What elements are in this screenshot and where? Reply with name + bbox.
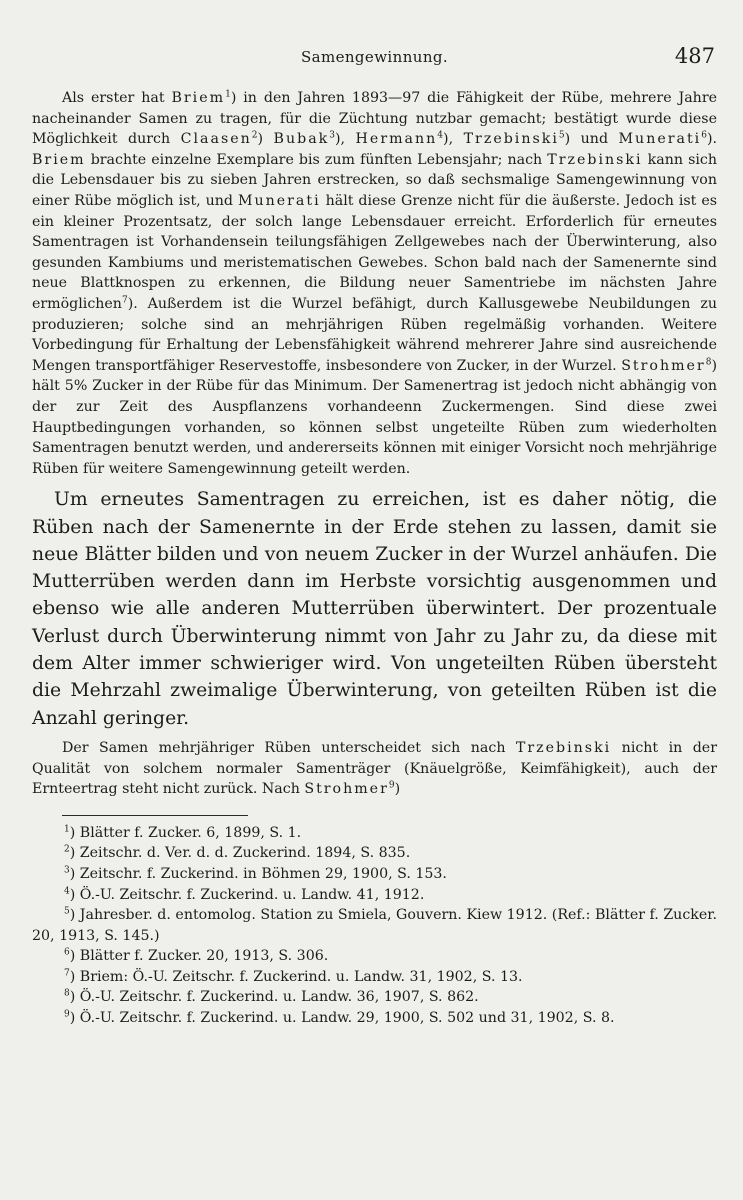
- footnote: [32, 823, 717, 844]
- footnote-text: ) Ö.-U. Zeitschr. f. Zuckerind. u. Landw. 41, 1912.: [69, 886, 425, 903]
- text-run: ): [394, 781, 401, 798]
- author-name: Trzebinski: [547, 151, 643, 168]
- footnote-ref: 6: [701, 130, 707, 141]
- footnote-number: 9: [64, 1009, 70, 1020]
- footnote-number: 6: [64, 947, 70, 958]
- footnote-text: ) Ö.-U. Zeitschr. f. Zuckerind. u. Landw. 29, 1900, S. 502 und 31, 1902, S. 8.: [69, 1010, 615, 1027]
- text-run: ) in den Jahren 1893—97 die Fähigkeit der Rübe, mehrere Jahre nacheinander Samen zu tragen, für die Züchtung nutzbar gemacht; bestätigt wurde diese Möglichkeit durch: [32, 90, 717, 148]
- footnote-ref: 5: [558, 130, 565, 141]
- footnote-number: 2: [64, 844, 70, 855]
- text-run: kann sich die Lebensdauer bis zu sieben Jahren erstrecken, so daß sechsmalige Samengewinnung von einer Rübe möglich ist, und: [32, 151, 717, 209]
- text-run: ) und: [564, 131, 619, 148]
- text-run: ),: [334, 131, 356, 148]
- author-name: Strohmer: [304, 781, 389, 798]
- paragraph-1: [32, 88, 717, 479]
- footnote-ref: 9: [388, 780, 395, 791]
- author-name: Strohmer: [621, 357, 706, 374]
- footnote: [32, 885, 717, 906]
- footnote-text: ) Blätter f. Zucker. 20, 1913, S. 306.: [69, 948, 329, 965]
- text-run: hält diese Grenze nicht für die äußerste. Jedoch ist es ein kleiner Prozentsatz, der solch lange Lebensdauer erreicht. Erforderlich für erneutes Samentragen ist Vorhandensein teilungsfähigen Zellgewebes nach der Überwinterung, also gesunden Kambiums und meristematischen Gewebes. Schon bald nach der Samenernte sind neue Blattknospen zu erkennen, die Bildung neuer Samentriebe im nächsten Jahre ermöglichen: [32, 192, 718, 312]
- footnote-number: 3: [64, 865, 70, 876]
- running-head: [32, 44, 717, 74]
- author-name: Briem: [171, 90, 226, 106]
- footnote-text: ) Briem: Ö.-U. Zeitschr. f. Zuckerind. u. Landw. 31, 1902, S. 13.: [69, 968, 523, 985]
- author-name: Trzebinski: [515, 739, 612, 756]
- footnotes: [32, 823, 717, 1029]
- text-run: Als erster hat: [62, 90, 172, 106]
- paragraph-2: Um erneutes Samentragen zu erreichen, ist es daher nötig, die Rüben nach der Samenernte in der Erde stehen zu lassen, damit sie neue Blätter bilden und von neuem Zucker in der Wurzel anhäufen. Die Mutterrüben werden dann im Herbste vorsichtig ausgenommen und ebenso wie alle anderen Mutterrüben überwintert. Der prozentuale Verlust durch Überwinterung nimmt von Jahr zu Jahr zu, da diese mit dem Alter immer schwieriger wird. Von ungeteilten Rüben übersteht die Mehrzahl zweimalige Überwinterung, von geteilten Rüben ist die Anzahl geringer.: [32, 489, 717, 729]
- text-run: ) hält 5% Zucker in der Rübe für das Minimum. Der Samenertrag ist jedoch nicht abhängig von der zur Zeit des Auspflanzens vorhandeenn Zuckermengen. Sind diese zwei Hauptbedingungen vorhanden, so können selbst ungeteilte Rüben zum wiederholten Samentragen benutzt werden, und andererseits können mit einiger Vorsicht noch mehrjährige Rüben für weitere Samengewinnung geteilt werden.: [32, 357, 717, 477]
- footnote-ref: 3: [329, 130, 335, 141]
- footnote: [32, 843, 717, 864]
- author-name: Munerati: [618, 131, 702, 148]
- text-run: nicht in der Qualität von solchem normaler Samenträger (Knäuelgröße, Keimfähigkeit), auch der Ernteertrag steht nicht zurück. Nach: [32, 739, 717, 798]
- footnote-text: ) Blätter f. Zucker. 6, 1899, S. 1.: [69, 824, 302, 841]
- footnote-text: ) Zeitschr. d. Ver. d. d. Zuckerind. 1894, S. 835.: [69, 845, 411, 862]
- author-name: Bubak: [273, 131, 330, 148]
- footnote-text: ) Ö.-U. Zeitschr. f. Zuckerind. u. Landw. 36, 1907, S. 862.: [69, 989, 479, 1006]
- footnote-ref: 7: [121, 295, 128, 306]
- footnote-divider: [62, 815, 248, 816]
- text-run: Der Samen mehrjähriger Rüben unterscheidet sich nach: [62, 739, 516, 756]
- author-name: Hermann: [355, 131, 438, 148]
- footnote-ref: 1: [225, 89, 231, 100]
- footnote-ref: 8: [705, 356, 712, 367]
- page-number: 487: [674, 44, 715, 68]
- footnote-number: 5: [64, 906, 70, 917]
- footnote-number: 1: [64, 824, 70, 834]
- page-title: Samengewinnung.: [300, 48, 449, 66]
- footnote: [32, 864, 717, 885]
- text-run: ). Außerdem ist die Wurzel befähigt, durch Kallusgewebe Neubildungen zu produzieren; solche sind an mehrjährigen Rüben regelmäßig vorhanden. Weitere Vorbedingung für Erhaltung der Lebensfähigkeit während mehrerer Jahre sind ausreichende Mengen transportfähiger Reservestoffe, insbesondere von Zucker, in der Wurzel.: [32, 295, 717, 374]
- paragraph-3: [32, 738, 717, 800]
- footnote: [32, 967, 717, 988]
- text-run: ): [257, 131, 274, 148]
- footnote-number: 8: [64, 988, 70, 999]
- footnote-text: ) Zeitschr. f. Zuckerind. in Böhmen 29, 1900, S. 153.: [69, 865, 447, 882]
- footnote-ref: 4: [437, 130, 444, 141]
- text-run: brachte einzelne Exemplare bis zum fünften Lebensjahr; nach: [85, 151, 548, 168]
- author-name: Claasen: [180, 131, 252, 148]
- text-run: ).: [706, 131, 717, 148]
- footnote-text: ) Jahresber. d. entomolog. Station zu Smiela, Gouvern. Kiew 1912. (Ref.: Blätter f. Zucker. 20, 1913, S. 145.): [32, 907, 717, 944]
- footnote-ref: 2: [251, 130, 258, 141]
- footnote: [32, 1008, 717, 1029]
- footnote: [32, 987, 717, 1008]
- author-name: Munerati: [237, 192, 321, 209]
- author-name: Briem: [32, 151, 86, 168]
- footnote: [32, 946, 717, 967]
- author-name: Trzebinski: [463, 131, 559, 148]
- footnote-number: 4: [64, 885, 70, 896]
- footnote: [32, 905, 717, 946]
- text-run: ),: [443, 131, 464, 148]
- footnote-number: 7: [64, 968, 70, 979]
